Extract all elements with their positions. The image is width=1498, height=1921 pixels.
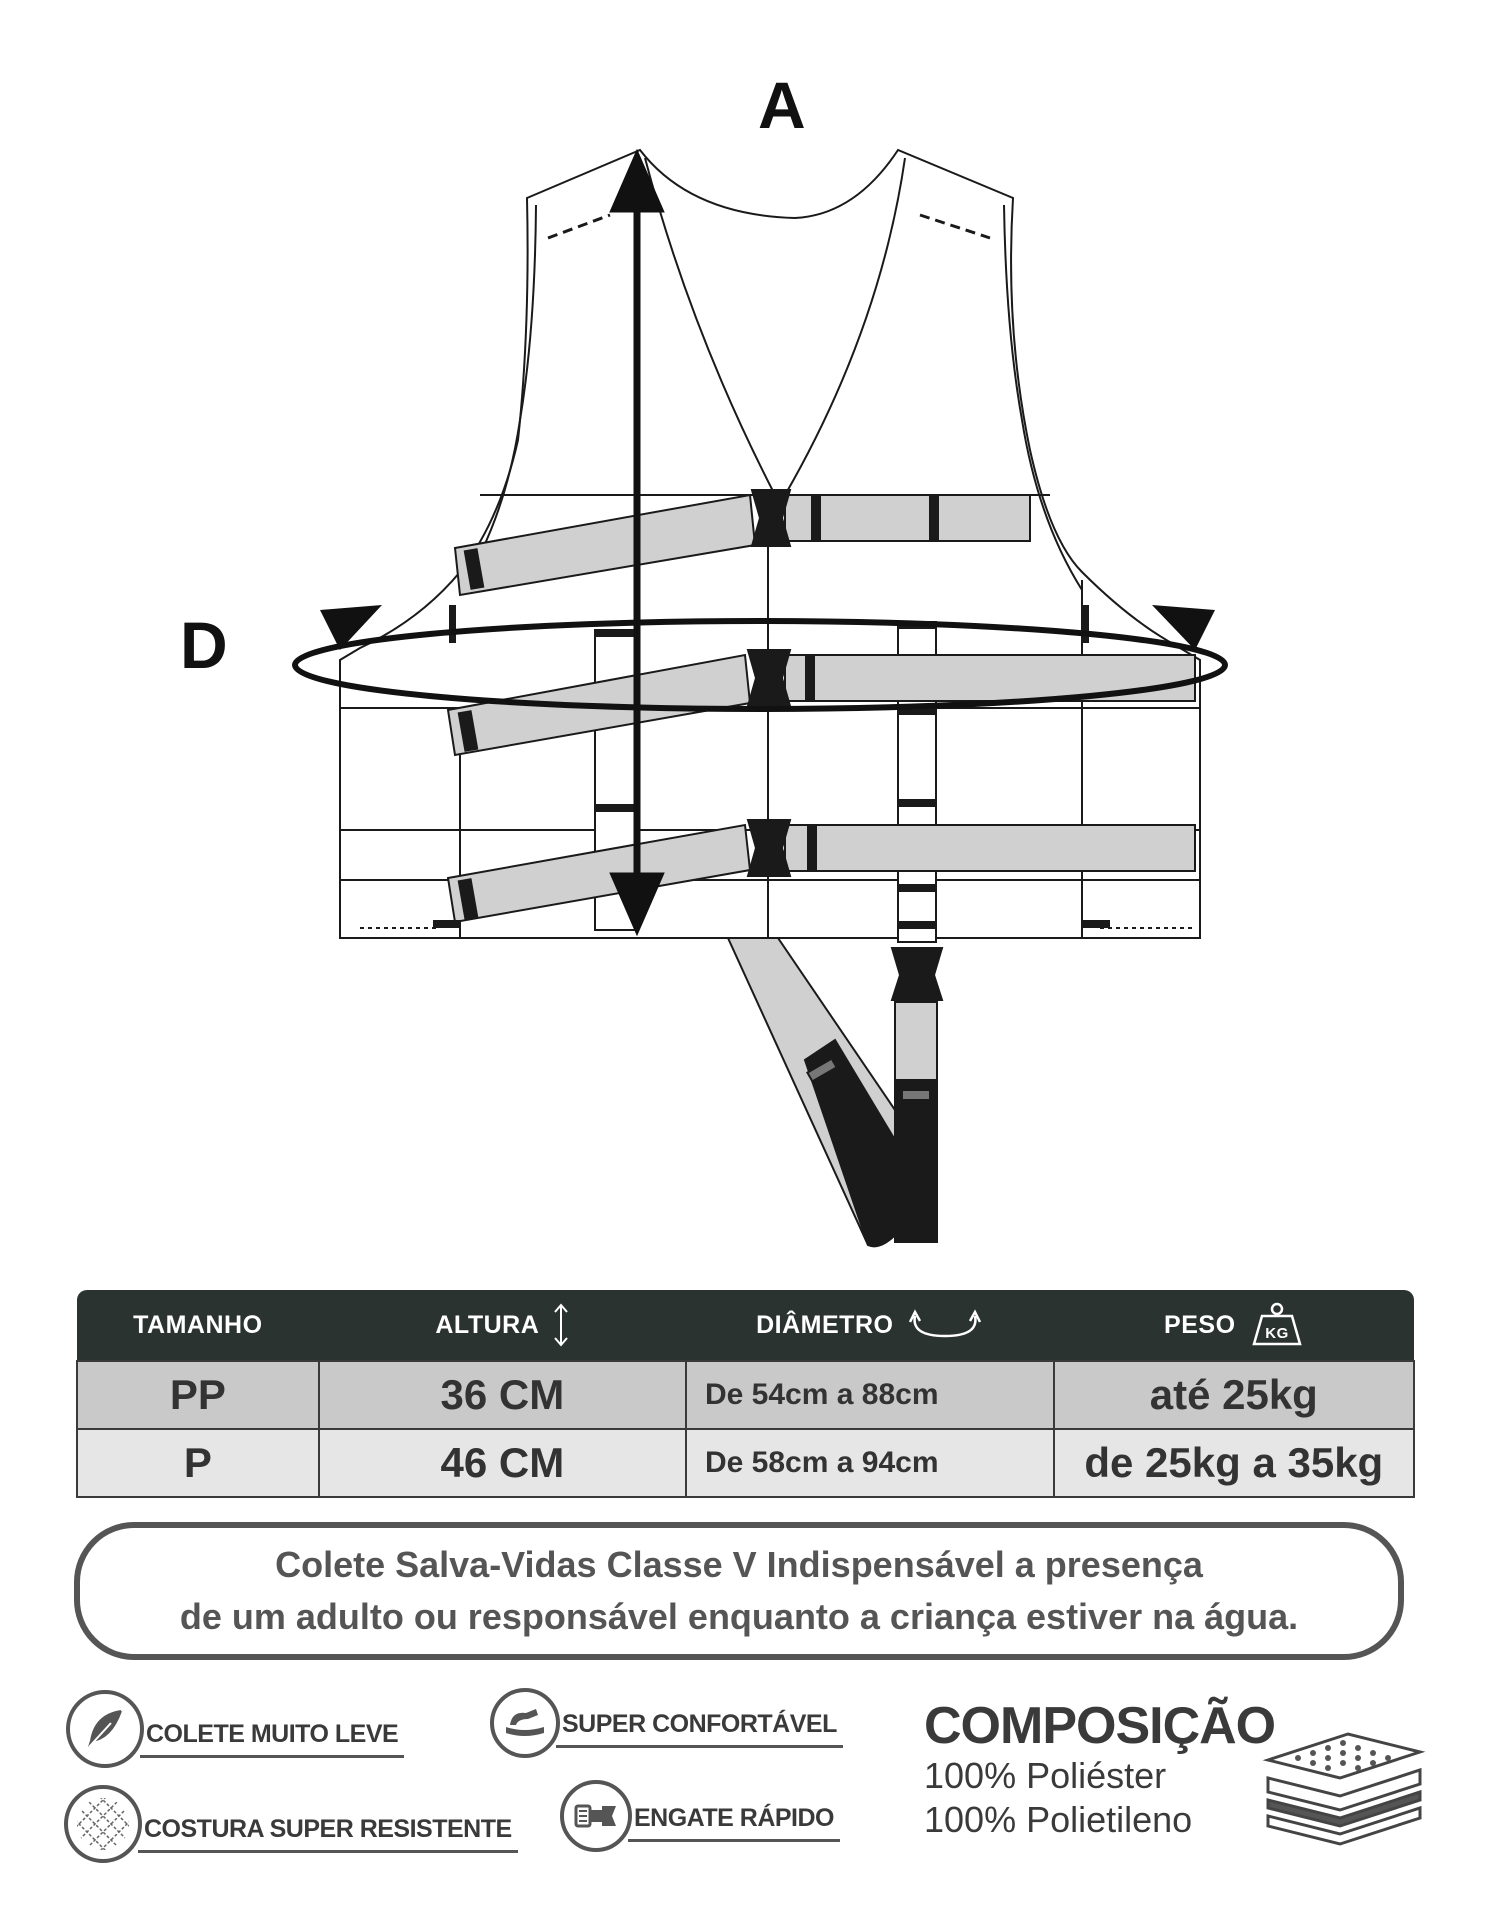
table-row [77, 1429, 1414, 1497]
feature-strong-stitching [64, 1785, 518, 1863]
composition-item: 100% Poliéster [924, 1755, 1167, 1796]
cell-height: 46 CM [319, 1429, 686, 1497]
size-table [76, 1290, 1415, 1498]
cell-size: P [77, 1429, 319, 1497]
table-header-row [77, 1290, 1414, 1361]
height-label: A [758, 68, 806, 142]
note-line-2: de um adulto ou responsável enquanto a criança estiver na água. [179, 1596, 1299, 1637]
safety-note-box [74, 1522, 1404, 1660]
cell-weight: de 25kg a 35kg [1054, 1429, 1414, 1497]
note-line-1: Colete Salva-Vidas Classe V Indispensável a presença [275, 1543, 1203, 1585]
feature-label: ENGATE RÁPIDO [628, 1804, 840, 1842]
header-height: ALTURA [319, 1290, 686, 1361]
feature-quick-release [560, 1780, 840, 1852]
svg-text:KG: KG [1264, 1325, 1289, 1342]
cell-weight: até 25kg [1054, 1361, 1414, 1429]
stitch-icon [64, 1785, 142, 1863]
header-size: TAMANHO [77, 1290, 319, 1361]
cell-diameter: De 54cm a 88cm [686, 1361, 1054, 1429]
height-arrow-icon [553, 1302, 569, 1348]
cell-diameter: De 58cm a 94cm [686, 1429, 1054, 1497]
feather-icon [66, 1690, 144, 1768]
header-weight: PESO KG [1054, 1290, 1414, 1361]
feature-label: SUPER CONFORTÁVEL [556, 1710, 843, 1748]
buckle-icon [560, 1780, 632, 1852]
composition-item: 100% Polietileno [924, 1799, 1193, 1840]
header-diameter: DIÂMETRO [686, 1290, 1054, 1361]
material-layers-icon [1258, 1728, 1430, 1848]
feature-comfortable [490, 1688, 843, 1758]
feature-label: COSTURA SUPER RESISTENTE [138, 1815, 518, 1853]
composition-title: COMPOSIÇÃO [924, 1697, 1276, 1755]
weight-kg-icon [1250, 1302, 1304, 1348]
cell-height: 36 CM [319, 1361, 686, 1429]
comfort-icon [490, 1688, 560, 1758]
diameter-ring-icon [907, 1306, 983, 1344]
feature-label: COLETE MUITO LEVE [140, 1720, 404, 1758]
diameter-label: D [180, 608, 228, 682]
feature-light-vest [66, 1690, 404, 1768]
cell-size: PP [77, 1361, 319, 1429]
table-row [77, 1361, 1414, 1429]
